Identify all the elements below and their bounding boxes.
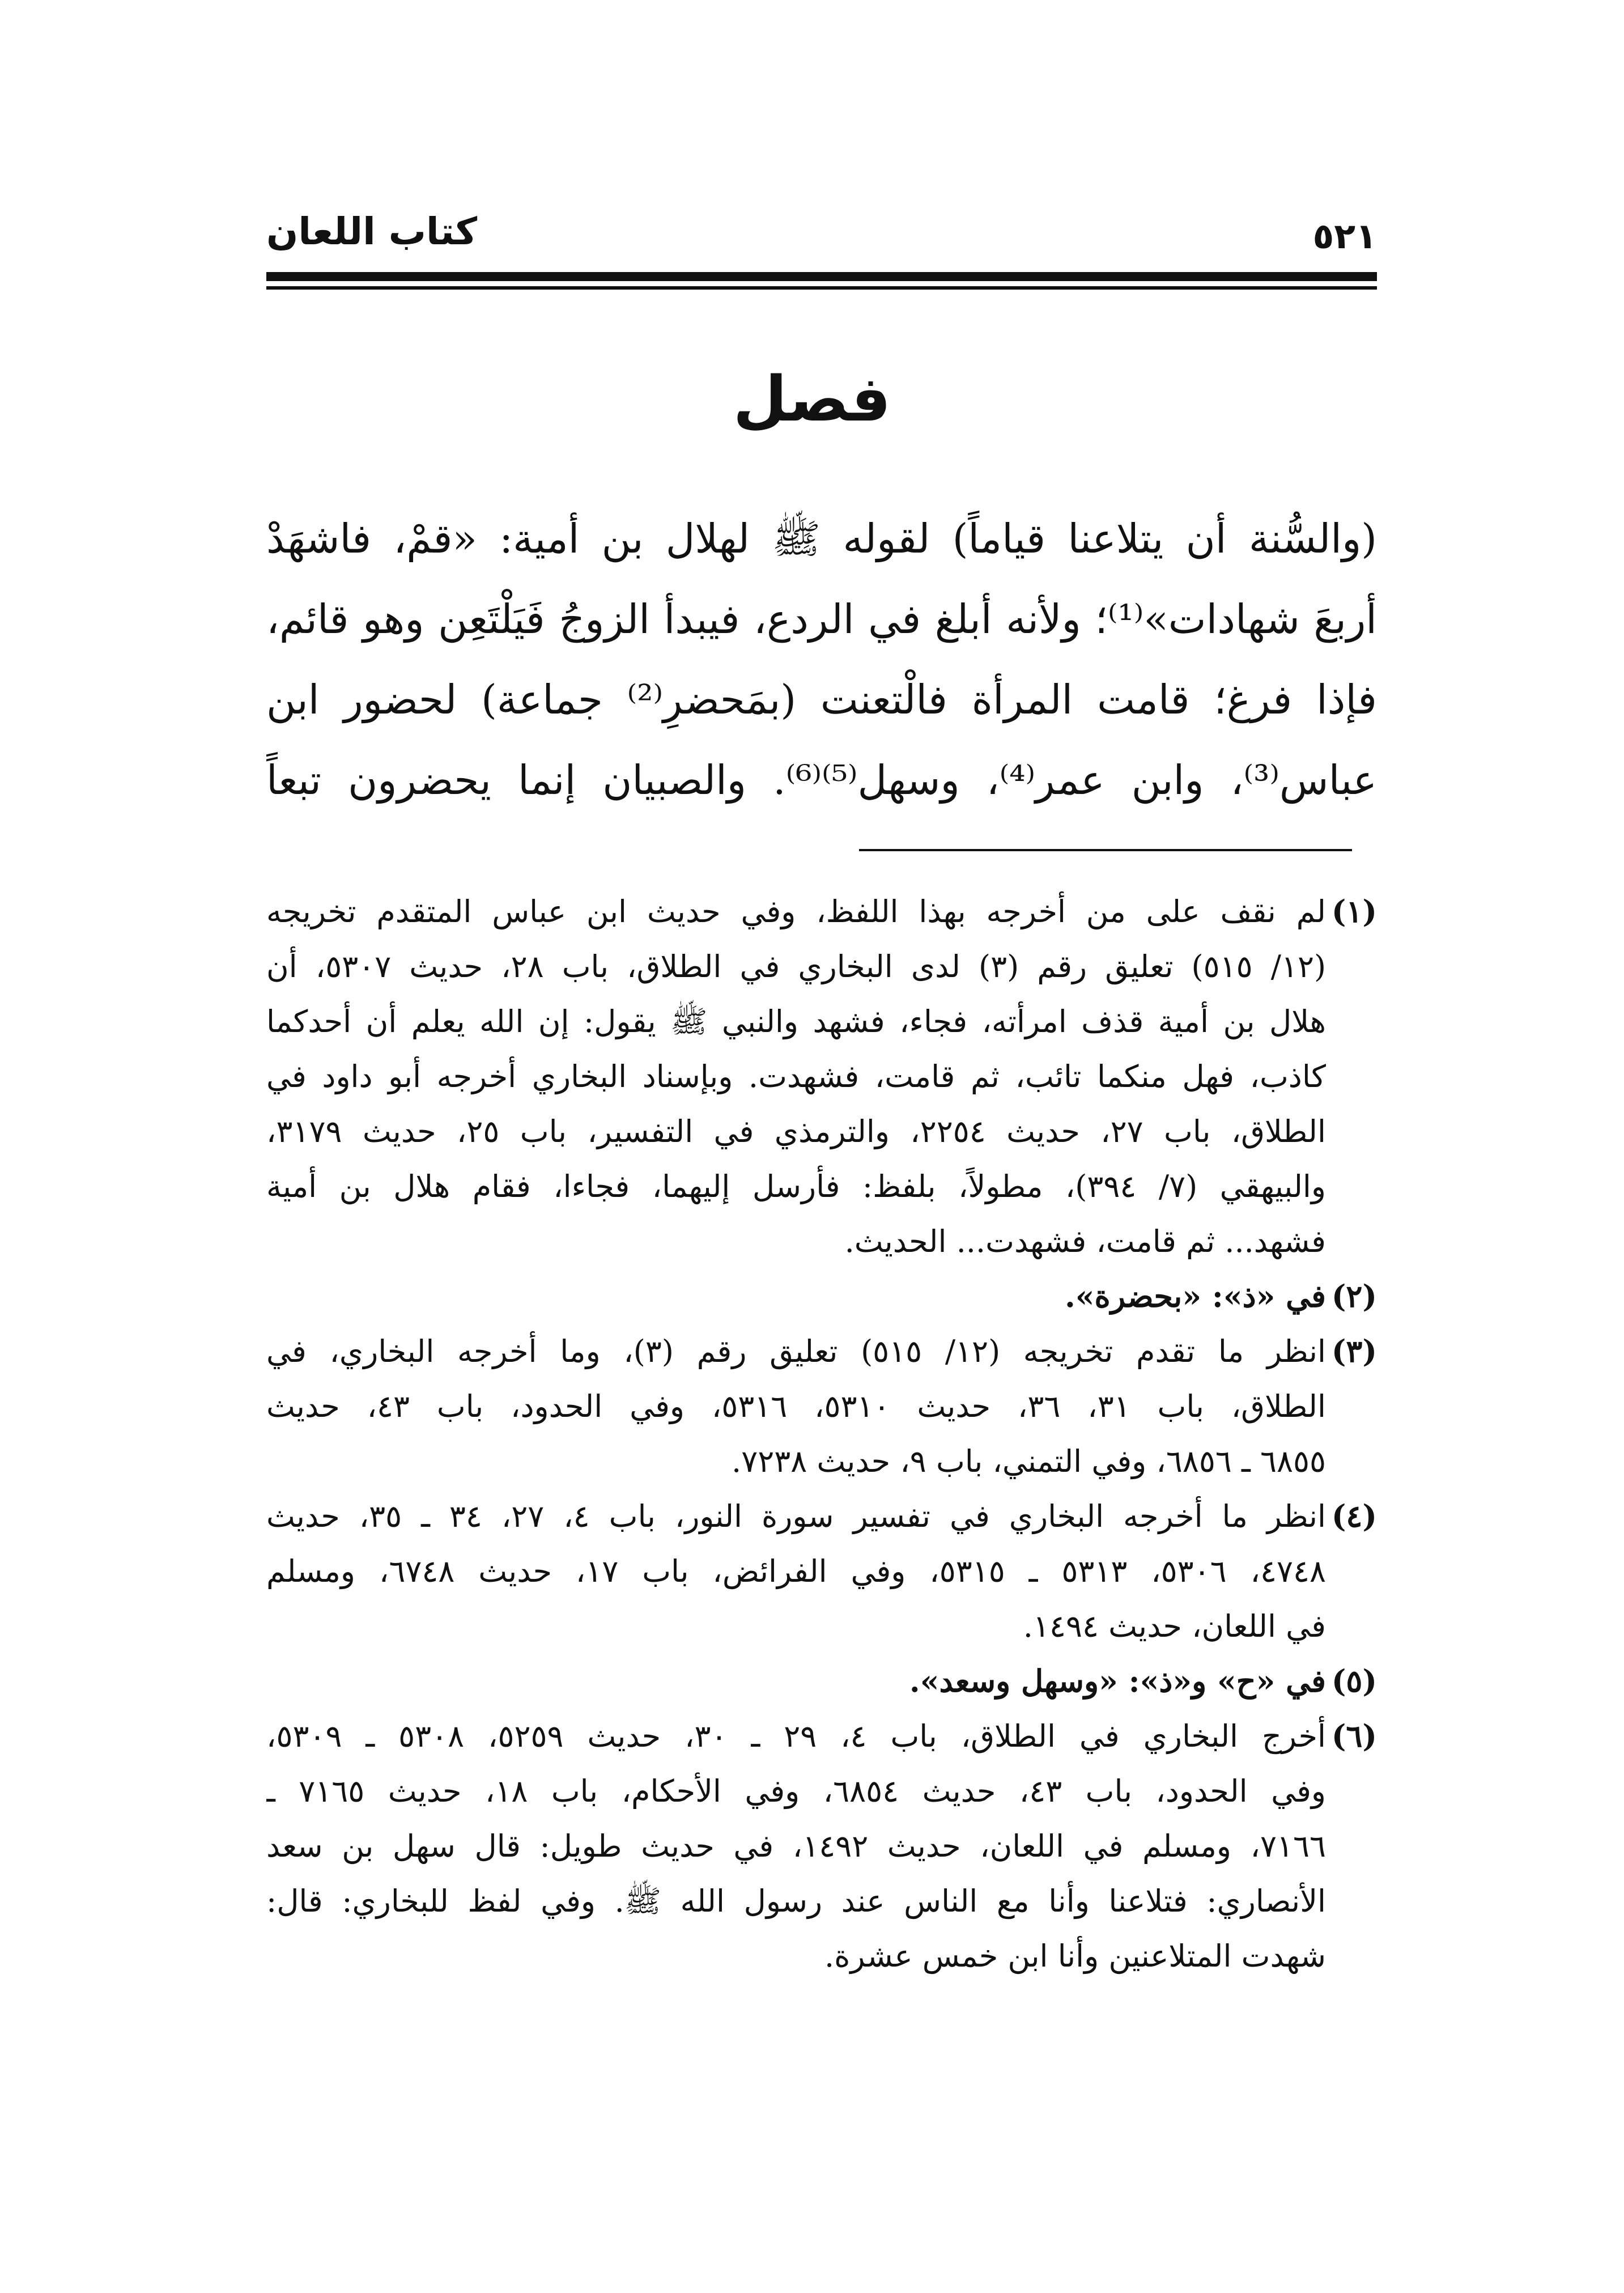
header-rule-thick bbox=[266, 272, 1377, 281]
body-line: فإذا فرغ؛ قامت المرأة فالْتعنت (بمَحضرِ⁽²⁾ جماعة) لحضور ابن bbox=[266, 676, 1377, 723]
body-line: (والسُّنة أن يتلاعنا قياماً) لقوله ﷺ لهلال بن أمية: «قمْ، فاشهَدْ bbox=[266, 515, 1377, 562]
footnote-line: الطلاق، باب ٢٧، حديث ٢٢٥٤، والترمذي في التفسير، باب ٢٥، حديث ٣١٧٩، bbox=[266, 1114, 1326, 1149]
footnote-line: في اللعان، حديث ١٤٩٤. bbox=[1023, 1608, 1326, 1644]
footnote-line: في «ح» و«ذ»: «وسهل وسعد». bbox=[909, 1663, 1326, 1699]
footnote-separator bbox=[859, 849, 1352, 851]
footnote-line: الأنصاري: فتلاعنا وأنا مع الناس عند رسول الله ﷺ. وفي لفظ للبخاري: قال: bbox=[266, 1883, 1326, 1919]
footnote-line: هلال بن أمية قذف امرأته، فجاء، فشهد والنبي ﷺ يقول: إن الله يعلم أن أحدكما bbox=[266, 1004, 1326, 1039]
footnote-line: فشهد... ثم قامت، فشهدت... الحديث. bbox=[844, 1224, 1326, 1259]
body-line: أربعَ شهادات»⁽¹⁾؛ ولأنه أبلغ في الردع، فيبدأ الزوجُ فَيَلْتَعِن وهو قائم، bbox=[266, 596, 1377, 643]
footnote-line: انظر ما أخرجه البخاري في تفسير سورة النور، باب ٤، ٢٧، ٣٤ ـ ٣٥، حديث bbox=[266, 1498, 1326, 1534]
footnote-line: كاذب، فهل منكما تائب، ثم قامت، فشهدت. وبإسناد البخاري أخرجه أبو داود في bbox=[266, 1059, 1326, 1094]
footnote-1 bbox=[266, 884, 1377, 1269]
header-double-rule bbox=[266, 272, 1377, 290]
footnote-number: (٤) bbox=[1331, 1498, 1377, 1534]
footnote-line: ٤٧٤٨، ٥٣٠٦، ٥٣١٣ ـ ٥٣١٥، وفي الفرائض، باب ١٧، حديث ٦٧٤٨، ومسلم bbox=[266, 1553, 1326, 1589]
running-header bbox=[266, 204, 1377, 266]
section-heading: فصل bbox=[733, 363, 891, 435]
footnote-number: (٦) bbox=[1331, 1718, 1377, 1754]
footnote-number: (١) bbox=[1331, 893, 1377, 929]
footnote-line: لم نقف على من أخرجه بهذا اللفظ، وفي حديث ابن عباس المتقدم تخريجه bbox=[266, 894, 1326, 929]
book-title: كتاب اللعان bbox=[266, 210, 478, 253]
footnote-line: الطلاق، باب ٣١، ٣٦، حديث ٥٣١٠، ٥٣١٦، وفي الحدود، باب ٤٣، حديث bbox=[266, 1388, 1326, 1424]
footnote-line: ٦٨٥٥ ـ ٦٨٥٦، وفي التمني، باب ٩، حديث ٧٢٣٨. bbox=[732, 1443, 1326, 1479]
body-line: عباس⁽³⁾، وابن عمر⁽⁴⁾، وسهل⁽⁵⁾⁽⁶⁾. والصبيان إنما يحضرون تبعاً bbox=[266, 757, 1377, 804]
main-body-text bbox=[266, 499, 1377, 821]
footnote-line: ٧١٦٦، ومسلم في اللعان، حديث ١٤٩٢، في حديث طويل: قال سهل بن سعد bbox=[266, 1828, 1326, 1864]
footnote-number: (٢) bbox=[1331, 1278, 1377, 1314]
header-rule-thin bbox=[266, 286, 1377, 290]
footnote-3 bbox=[266, 1324, 1377, 1489]
page-number: ٥٢١ bbox=[1312, 215, 1377, 257]
footnote-line: شهدت المتلاعنين وأنا ابن خمس عشرة. bbox=[824, 1938, 1326, 1974]
footnote-line: انظر ما تقدم تخريجه (١٢/ ٥١٥) تعليق رقم (٣)، وما أخرجه البخاري، في bbox=[266, 1334, 1326, 1369]
footnote-6 bbox=[266, 1709, 1377, 1984]
footnote-line: والبيهقي (٧/ ٣٩٤)، مطولاً، بلفظ: فأرسل إليهما، فجاءا، فقام هلال بن أمية bbox=[266, 1169, 1326, 1204]
footnote-2 bbox=[266, 1269, 1377, 1324]
footnote-line: أخرج البخاري في الطلاق، باب ٤، ٢٩ ـ ٣٠، حديث ٥٢٥٩، ٥٣٠٨ ـ ٥٣٠٩، bbox=[266, 1718, 1326, 1754]
footnotes bbox=[266, 884, 1377, 1984]
footnote-number: (٥) bbox=[1331, 1663, 1377, 1699]
footnote-4 bbox=[266, 1489, 1377, 1654]
footnote-line: وفي الحدود، باب ٤٣، حديث ٦٨٥٤، وفي الأحكام، باب ١٨، حديث ٧١٦٥ ـ bbox=[266, 1773, 1326, 1809]
footnote-5 bbox=[266, 1654, 1377, 1709]
footnote-line: (١٢/ ٥١٥) تعليق رقم (٣) لدى البخاري في الطلاق، باب ٢٨، حديث ٥٣٠٧، أن bbox=[266, 949, 1326, 984]
footnote-line: في «ذ»: «بحضرة». bbox=[1064, 1278, 1326, 1314]
footnote-number: (٣) bbox=[1331, 1333, 1377, 1369]
